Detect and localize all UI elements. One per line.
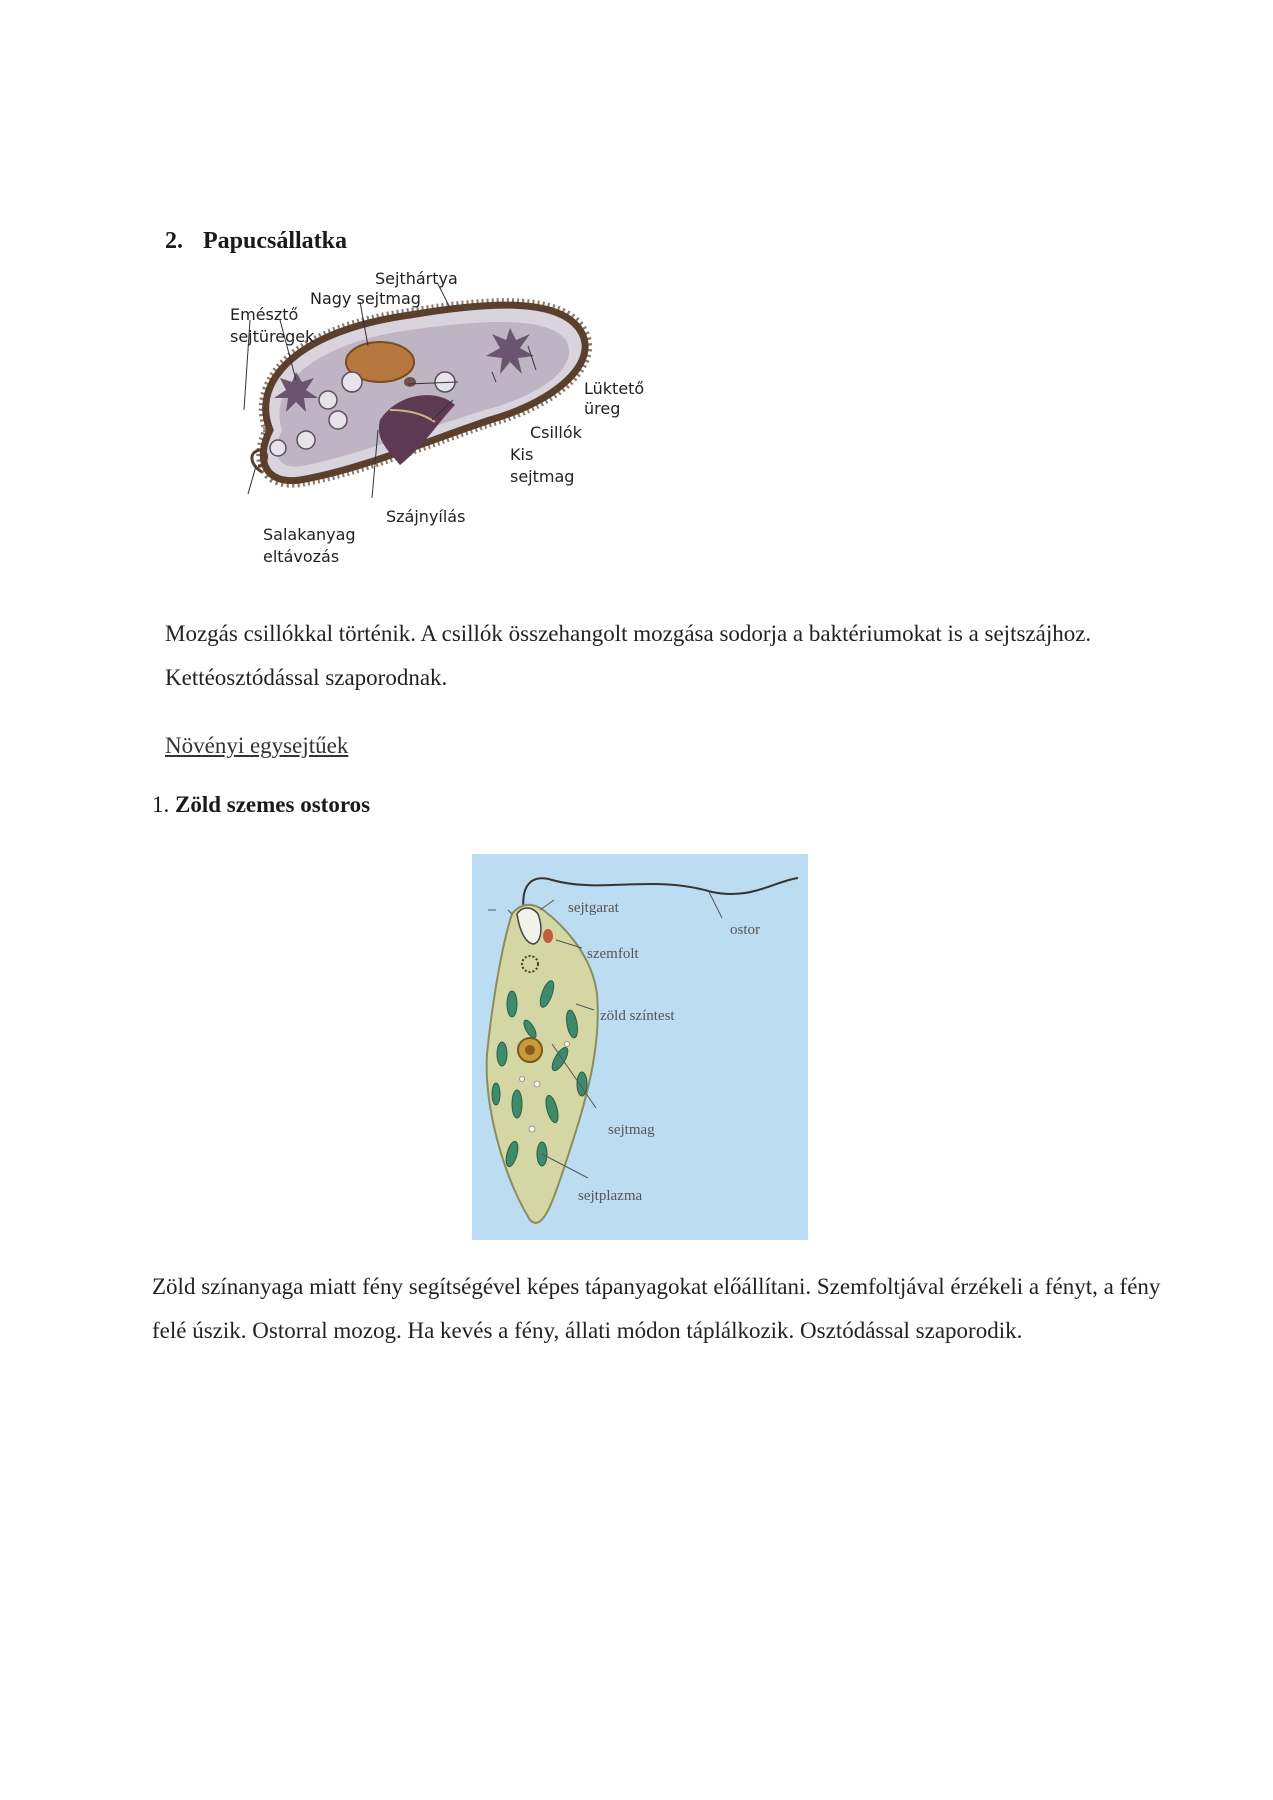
- label-ostor: ostor: [730, 922, 760, 938]
- label-salakanyag: Salakanyag: [263, 525, 356, 544]
- label-lukteto: Lüktető: [584, 379, 645, 398]
- paragraph-movement: Mozgás csillókkal történik. A csillók összehangolt mozgása sodorja a baktériumokat is a sejtszájhoz. Kettéosztódással szaporodnak.: [165, 621, 1092, 690]
- section-heading-papucsallatka: [165, 228, 347, 255]
- paragraph-euglena: Zöld színanyaga miatt fény segítségével képes tápanyagokat előállítani. Szemfoltjával érzékeli a fényt, a fény felé úszik. Ostorral mozog. Ha kevés a fény, állati módon táplálkozik. Osztódással szaporodik.: [152, 1274, 1161, 1343]
- micronucleus: [404, 377, 416, 387]
- section-title: Zöld szemes ostoros: [175, 792, 371, 817]
- label-nagy-sejtmag: Nagy sejtmag: [310, 289, 421, 308]
- section-number: 2.: [165, 228, 183, 254]
- label-kis-sejtmag: sejtmag: [510, 467, 575, 486]
- label-eltavozas: eltávozás: [263, 547, 340, 566]
- euglena-diagram: [472, 854, 808, 1240]
- label-kis: Kis: [510, 445, 534, 464]
- label-szajnyilas: Szájnyílás: [386, 507, 466, 526]
- label-csillok: Csillók: [530, 423, 582, 442]
- eyespot: [543, 929, 553, 943]
- label-szemfolt: szemfolt: [587, 946, 639, 962]
- label-zold-szintest: zöld színtest: [600, 1008, 675, 1024]
- label-sejtmag: sejtmag: [608, 1122, 655, 1138]
- subheading-plant-unicellular: Növényi egysejtűek: [165, 733, 349, 758]
- label-sejtplazma: sejtplazma: [578, 1188, 643, 1204]
- section-title: Papucsállatka: [203, 228, 348, 254]
- section-number: 1.: [152, 792, 175, 817]
- label-sejtgarat: sejtgarat: [568, 900, 619, 916]
- label-ureg: üreg: [584, 399, 621, 418]
- label-sejthartya: Sejthártya: [375, 270, 458, 288]
- section-heading-euglena: [152, 792, 370, 818]
- label-sejtuaregek: sejtüregek: [230, 327, 315, 346]
- label-emeszto: Emésztő: [230, 305, 299, 324]
- paramecium-diagram: [210, 270, 660, 580]
